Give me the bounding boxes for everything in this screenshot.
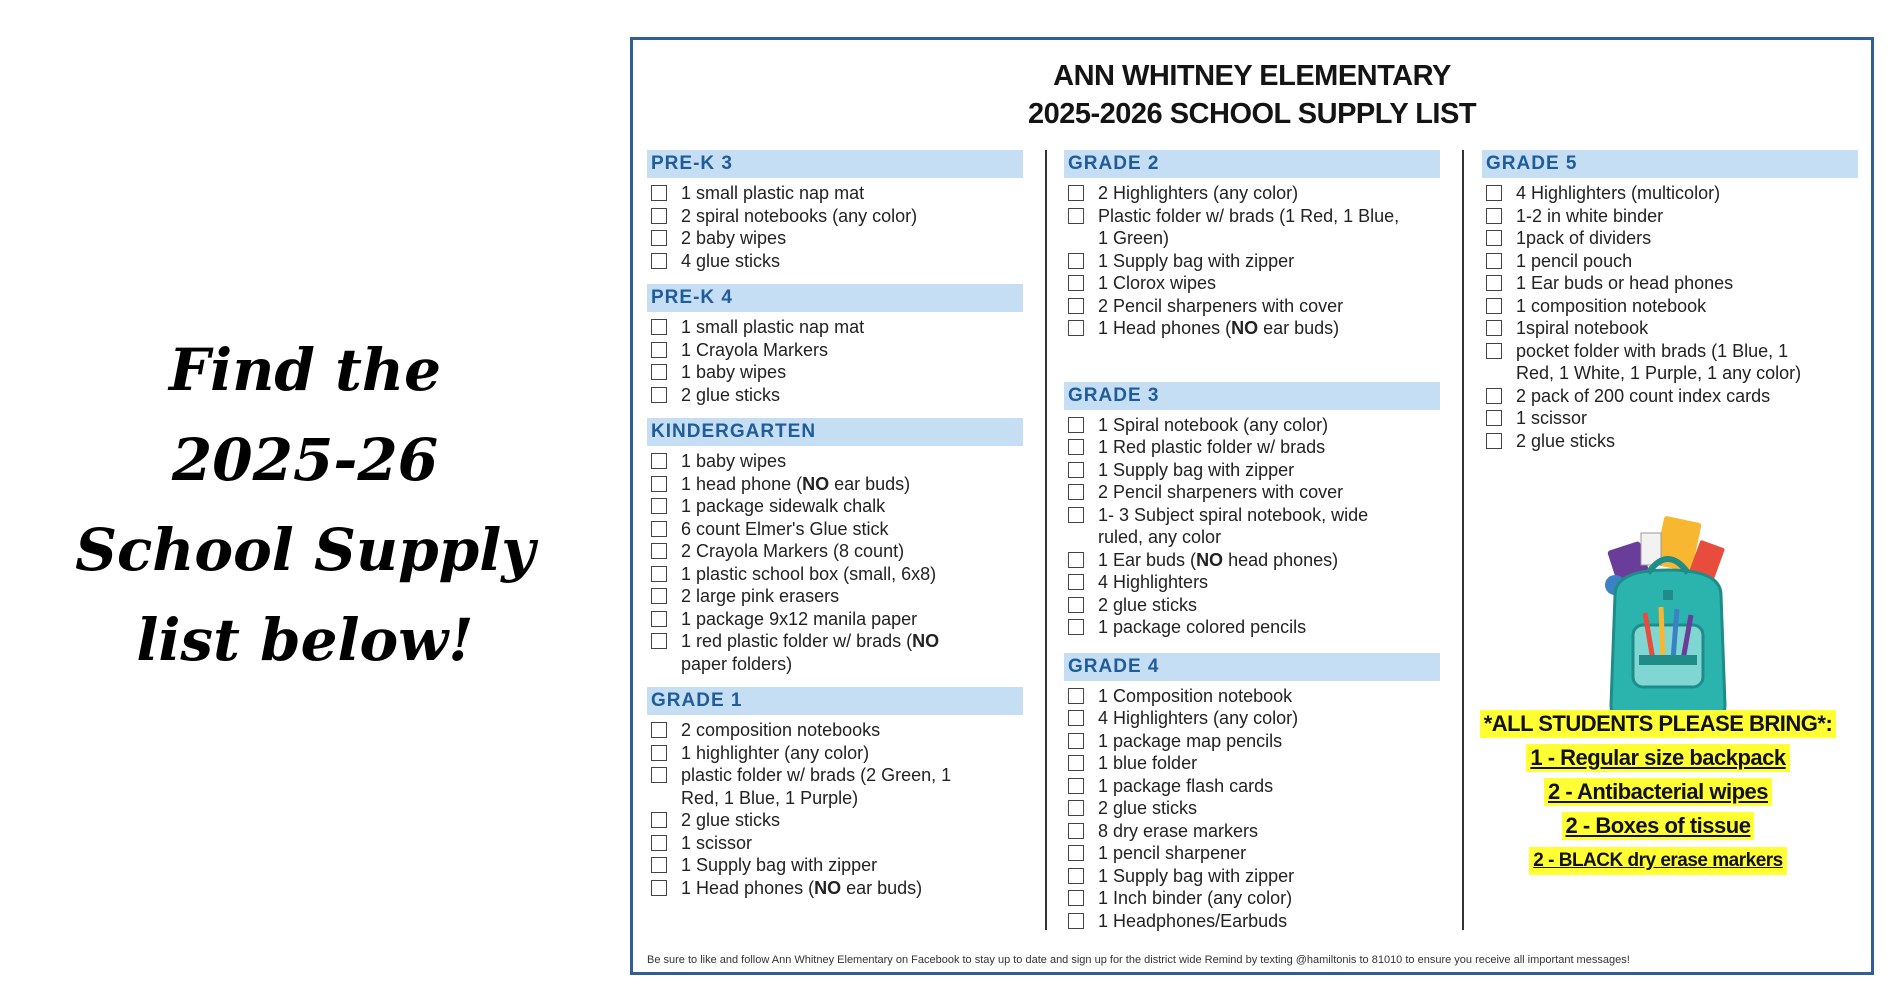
checkbox-icon[interactable]	[651, 566, 667, 582]
checkbox-icon[interactable]	[1068, 208, 1084, 224]
supply-item	[647, 182, 1023, 205]
supply-item	[1064, 182, 1440, 205]
supply-item-label: 1 highlighter (any color)	[681, 742, 870, 763]
supply-item	[1064, 752, 1440, 775]
supply-item	[1064, 295, 1440, 318]
supply-item-label: 6 count Elmer's Glue stick	[681, 518, 889, 539]
supply-item-label: 1 package sidewalk chalk	[681, 496, 886, 516]
supply-item	[1064, 616, 1440, 639]
supply-item-label: 1 Supply bag with zipper	[1098, 865, 1295, 886]
supply-item	[1064, 250, 1440, 273]
supply-item-label: 1 Supply bag with zipper	[681, 855, 878, 875]
checkbox-icon[interactable]	[1068, 275, 1084, 291]
supply-item-label: 2 Highlighters (any color)	[1098, 183, 1299, 203]
section-heading: GRADE 4	[1064, 653, 1440, 681]
checkbox-icon[interactable]	[1068, 507, 1084, 523]
supply-item	[1064, 775, 1440, 798]
supply-item	[647, 495, 1023, 518]
supply-item-label: pocket folder with brads (1 Blue, 1 Red, 1 White, 1 Purple, 1 any color)	[1516, 340, 1802, 383]
supply-item	[647, 518, 1023, 541]
supply-list-title: 2025-2026 SCHOOL SUPPLY LIST	[1027, 98, 1477, 130]
checkbox-icon[interactable]	[1068, 253, 1084, 269]
supply-item	[1064, 820, 1440, 843]
supply-item	[1482, 340, 1858, 385]
section-heading: GRADE 3	[1064, 382, 1440, 410]
supply-item-label: 2 glue sticks	[681, 384, 781, 405]
supply-item-label: 1 Clorox wipes	[1098, 273, 1217, 293]
checkbox-icon[interactable]	[1068, 800, 1084, 816]
supply-item	[647, 719, 1023, 742]
supply-item-label: 1 Composition notebook	[1098, 685, 1293, 706]
checkbox-icon[interactable]	[1068, 597, 1084, 613]
supply-item	[647, 877, 1023, 900]
checkbox-icon[interactable]	[1486, 343, 1502, 359]
checkbox-icon[interactable]	[1068, 845, 1084, 861]
supply-item-label: 1 Inch binder (any color)	[1098, 888, 1293, 908]
checkbox-icon[interactable]	[1486, 320, 1502, 336]
supply-item	[1064, 459, 1440, 482]
supply-item-label: 1 Head phones (NO ear buds)	[681, 877, 923, 898]
grade-section	[647, 687, 1023, 899]
supply-item-label: 1 Headphones/Earbuds	[1098, 910, 1288, 931]
checkbox-icon[interactable]	[651, 208, 667, 224]
checkbox-icon[interactable]	[1068, 320, 1084, 336]
checkbox-icon[interactable]	[651, 812, 667, 828]
supply-item-label: 4 Highlighters (multicolor)	[1516, 183, 1721, 203]
checkbox-icon[interactable]	[651, 543, 667, 559]
supply-item-label: 1-2 in white binder	[1516, 205, 1664, 226]
supply-item-label: 2 pack of 200 count index cards	[1516, 385, 1771, 406]
supply-item-label: 1- 3 Subject spiral notebook, wide ruled, any color	[1098, 504, 1369, 547]
bring-item: 1 - Regular size backpack	[1526, 744, 1789, 772]
supply-item	[647, 361, 1023, 384]
checkbox-icon[interactable]	[651, 835, 667, 851]
supply-item-label: 1 Head phones (NO ear buds)	[1098, 318, 1340, 338]
section-heading: GRADE 5	[1482, 150, 1858, 178]
supply-list-document	[630, 37, 1874, 975]
supply-item	[1064, 205, 1440, 250]
supply-item-label: 2 large pink erasers	[681, 586, 840, 606]
checkbox-icon[interactable]	[651, 611, 667, 627]
supply-item	[1482, 295, 1858, 318]
supply-item-label: 1 baby wipes	[681, 362, 787, 382]
bring-heading: *ALL STUDENTS PLEASE BRING*:	[1480, 710, 1837, 738]
supply-item	[647, 764, 1023, 809]
supply-item	[1482, 430, 1858, 453]
checkbox-icon[interactable]	[651, 476, 667, 492]
checkbox-icon[interactable]	[1068, 298, 1084, 314]
supply-item	[1482, 227, 1858, 250]
checkbox-icon[interactable]	[1486, 298, 1502, 314]
supply-item	[1482, 407, 1858, 430]
supply-item-label: 1 Red plastic folder w/ brads	[1098, 437, 1326, 457]
checkbox-icon[interactable]	[651, 342, 667, 358]
supply-item	[647, 809, 1023, 832]
checkbox-icon[interactable]	[1486, 253, 1502, 269]
supply-item	[1064, 414, 1440, 437]
supply-item	[647, 540, 1023, 563]
supply-item	[647, 450, 1023, 473]
section-heading: GRADE 1	[647, 687, 1023, 715]
checkbox-icon[interactable]	[1068, 913, 1084, 929]
bring-item: 2 - Antibacterial wipes	[1544, 778, 1772, 806]
checkbox-icon[interactable]	[651, 745, 667, 761]
supply-item-label: 1 plastic school box (small, 6x8)	[681, 563, 937, 584]
checkbox-icon[interactable]	[651, 230, 667, 246]
supply-item-label: 4 Highlighters (any color)	[1098, 708, 1299, 728]
supply-item-label: 1 head phone (NO ear buds)	[681, 473, 911, 494]
supply-item-label: 2 composition notebooks	[681, 720, 881, 740]
checkbox-icon[interactable]	[1068, 710, 1084, 726]
column-1	[647, 150, 1023, 899]
section-heading: PRE-K 4	[647, 284, 1023, 312]
checkbox-icon[interactable]	[651, 633, 667, 649]
checkbox-icon[interactable]	[1068, 462, 1084, 478]
supply-item-label: 1 pencil sharpener	[1098, 843, 1247, 863]
checkbox-icon[interactable]	[651, 453, 667, 469]
supply-item	[647, 250, 1023, 273]
supply-item-label: 1 small plastic nap mat	[681, 183, 865, 203]
supply-item	[1064, 481, 1440, 504]
backpack-icon	[1593, 515, 1743, 730]
promo-text	[20, 325, 590, 685]
checkbox-icon[interactable]	[1486, 275, 1502, 291]
supply-item-label: 1spiral notebook	[1516, 318, 1649, 338]
checkbox-icon[interactable]	[1068, 185, 1084, 201]
checkbox-icon[interactable]	[651, 364, 667, 380]
supply-item-label: 4 glue sticks	[681, 250, 781, 271]
promo-line: list below!	[136, 606, 474, 674]
section-heading: KINDERGARTEN	[647, 418, 1023, 446]
grade-section	[647, 418, 1023, 675]
promo-line: 2025-26	[171, 426, 439, 494]
checkbox-icon[interactable]	[651, 498, 667, 514]
checkbox-icon[interactable]	[1068, 823, 1084, 839]
supply-item-label: 1 package 9x12 manila paper	[681, 608, 918, 629]
supply-item	[1064, 504, 1440, 549]
supply-item-label: 1 scissor	[1516, 408, 1588, 428]
supply-item	[1064, 685, 1440, 708]
supply-item-label: 1 blue folder	[1098, 753, 1198, 773]
school-name-title: ANN WHITNEY ELEMENTARY	[1053, 60, 1451, 92]
supply-item-label: 1 package colored pencils	[1098, 617, 1307, 637]
checkbox-icon[interactable]	[651, 253, 667, 269]
supply-item-label: 1pack of dividers	[1516, 228, 1652, 248]
checkbox-icon[interactable]	[651, 521, 667, 537]
grade-section	[1064, 653, 1440, 933]
supply-item	[647, 205, 1023, 228]
checkbox-icon[interactable]	[1068, 688, 1084, 704]
supply-item	[1064, 594, 1440, 617]
checkbox-icon[interactable]	[651, 319, 667, 335]
supply-item	[1482, 182, 1858, 205]
supply-item	[1064, 865, 1440, 888]
checkbox-icon[interactable]	[1068, 574, 1084, 590]
supply-item	[647, 854, 1023, 877]
supply-item	[647, 316, 1023, 339]
section-heading: GRADE 2	[1064, 150, 1440, 178]
supply-item	[1064, 842, 1440, 865]
supply-item	[1064, 910, 1440, 933]
supply-item-label: 1 Spiral notebook (any color)	[1098, 414, 1329, 435]
supply-item	[647, 227, 1023, 250]
checkbox-icon[interactable]	[651, 767, 667, 783]
supply-item	[1064, 317, 1440, 340]
supply-item	[1064, 272, 1440, 295]
supply-item	[1064, 571, 1440, 594]
column-3	[1482, 150, 1858, 452]
grade-section	[1064, 150, 1440, 340]
section-heading: PRE-K 3	[647, 150, 1023, 178]
checkbox-icon[interactable]	[651, 857, 667, 873]
supply-item	[1482, 205, 1858, 228]
supply-item-label: 2 glue sticks	[1516, 430, 1616, 451]
supply-item	[647, 832, 1023, 855]
all-students-bring	[1463, 710, 1853, 881]
promo-line: School Supply	[75, 516, 535, 584]
supply-item-label: 2 glue sticks	[681, 810, 781, 830]
supply-item	[1064, 730, 1440, 753]
supply-item-label: 1 composition notebook	[1516, 295, 1707, 316]
checkbox-icon[interactable]	[1068, 778, 1084, 794]
checkbox-icon[interactable]	[1486, 433, 1502, 449]
supply-item	[647, 630, 1023, 675]
checkbox-icon[interactable]	[651, 387, 667, 403]
supply-item	[1064, 707, 1440, 730]
supply-item-label: 8 dry erase markers	[1098, 820, 1259, 841]
checkbox-icon[interactable]	[1068, 755, 1084, 771]
supply-item-label: 1 pencil pouch	[1516, 250, 1633, 271]
supply-item	[1482, 317, 1858, 340]
supply-item-label: Plastic folder w/ brads (1 Red, 1 Blue, 1 Green)	[1098, 205, 1400, 248]
supply-item-label: 1 Supply bag with zipper	[1098, 459, 1295, 480]
supply-item	[1064, 436, 1440, 459]
supply-item	[647, 473, 1023, 496]
supply-item-label: 2 glue sticks	[1098, 594, 1198, 615]
checkbox-icon[interactable]	[1068, 552, 1084, 568]
checkbox-icon[interactable]	[1068, 619, 1084, 635]
checkbox-icon[interactable]	[1486, 185, 1502, 201]
supply-item	[1482, 385, 1858, 408]
supply-item	[1064, 797, 1440, 820]
checkbox-icon[interactable]	[651, 588, 667, 604]
supply-item	[1482, 250, 1858, 273]
grade-section	[647, 150, 1023, 272]
checkbox-icon[interactable]	[1068, 868, 1084, 884]
footer-note: Be sure to like and follow Ann Whitney Elementary on Facebook to stay up to date and sign up for the district wide Remind by texting @hamiltonis to 81010 to ensure you receive all important messages!	[647, 954, 1630, 966]
checkbox-icon[interactable]	[1486, 230, 1502, 246]
checkbox-icon[interactable]	[1068, 417, 1084, 433]
supply-item-label: plastic folder w/ brads (2 Green, 1 Red, 1 Blue, 1 Purple)	[681, 765, 952, 808]
bring-item: 2 - BLACK dry erase markers	[1529, 847, 1786, 875]
checkbox-icon[interactable]	[1068, 890, 1084, 906]
supply-item-label: 1 Crayola Markers	[681, 339, 829, 360]
checkbox-icon[interactable]	[1068, 484, 1084, 500]
supply-item	[647, 742, 1023, 765]
column-2	[1064, 150, 1440, 932]
checkbox-icon[interactable]	[1068, 733, 1084, 749]
supply-item-label: 2 glue sticks	[1098, 798, 1198, 818]
supply-item	[1064, 887, 1440, 910]
checkbox-icon[interactable]	[1486, 410, 1502, 426]
checkbox-icon[interactable]	[1068, 439, 1084, 455]
supply-item-label: 1 Ear buds or head phones	[1516, 273, 1734, 293]
checkbox-icon[interactable]	[651, 185, 667, 201]
supply-item-label: 1 Supply bag with zipper	[1098, 250, 1295, 271]
grade-section	[1482, 150, 1858, 452]
supply-item-label: 1 package flash cards	[1098, 775, 1274, 796]
supply-item	[647, 563, 1023, 586]
supply-item	[647, 608, 1023, 631]
supply-item	[647, 339, 1023, 362]
supply-item-label: 1 scissor	[681, 832, 753, 853]
supply-item	[647, 384, 1023, 407]
supply-item-label: 1 red plastic folder w/ brads (NO paper folders)	[681, 631, 940, 674]
supply-item-label: 1 Ear buds (NO head phones)	[1098, 549, 1339, 570]
checkbox-icon[interactable]	[651, 722, 667, 738]
supply-item	[1482, 272, 1858, 295]
supply-item-label: 2 Crayola Markers (8 count)	[681, 541, 905, 561]
supply-item-label: 2 baby wipes	[681, 228, 787, 248]
supply-item-label: 2 Pencil sharpeners with cover	[1098, 482, 1344, 502]
supply-item-label: 4 Highlighters	[1098, 572, 1209, 592]
supply-item-label: 1 package map pencils	[1098, 730, 1283, 751]
column-divider	[1045, 150, 1047, 930]
supply-item-label: 2 Pencil sharpeners with cover	[1098, 295, 1344, 316]
promo-line: Find the	[169, 336, 441, 404]
supply-item-label: 1 small plastic nap mat	[681, 317, 865, 337]
grade-section	[1064, 382, 1440, 639]
supply-item	[647, 585, 1023, 608]
checkbox-icon[interactable]	[1486, 208, 1502, 224]
grade-section	[647, 284, 1023, 406]
checkbox-icon[interactable]	[1486, 388, 1502, 404]
supply-item-label: 2 spiral notebooks (any color)	[681, 205, 918, 226]
supply-item-label: 1 baby wipes	[681, 451, 787, 471]
supply-item	[1064, 549, 1440, 572]
bring-item: 2 - Boxes of tissue	[1562, 812, 1755, 840]
checkbox-icon[interactable]	[651, 880, 667, 896]
